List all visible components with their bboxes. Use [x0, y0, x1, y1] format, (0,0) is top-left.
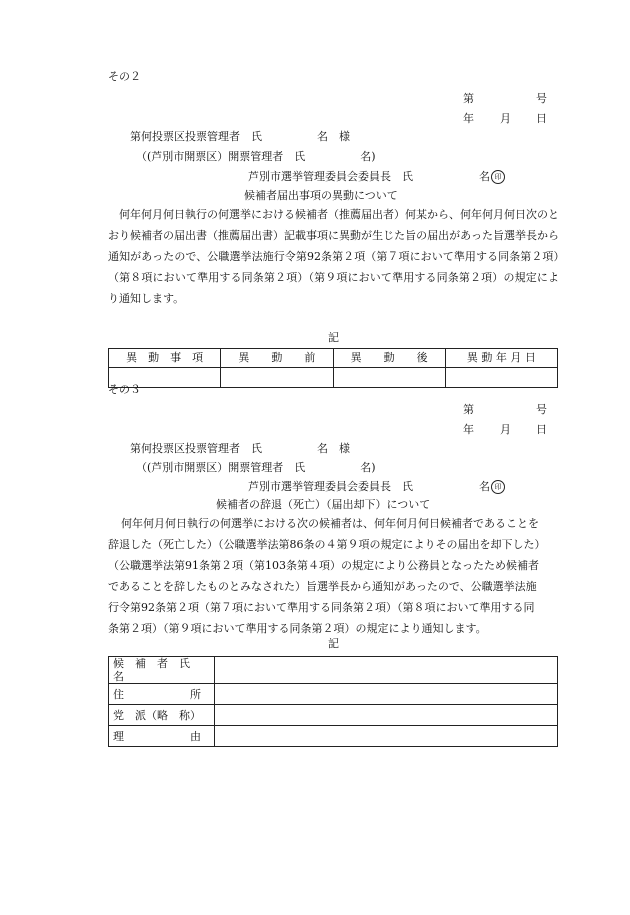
section2-heading: その２: [108, 70, 141, 83]
table-cell: [215, 657, 558, 684]
section3-number-dai: 第: [463, 403, 474, 416]
section3-date-day: 日: [536, 423, 547, 436]
section3-body-line: （公職選挙法第91条第２項（第103条第４項）の規定により公務員となったため候補者: [108, 559, 539, 572]
table-row-label: 理 由: [109, 726, 215, 747]
section3-body-line: 何年何月何日執行の何選挙における次の候補者は、何年何月何日候補者であることを: [121, 517, 539, 530]
section2-date-month: 月: [500, 112, 511, 125]
section3-sender: [248, 480, 505, 494]
section3-candidate-table: [108, 656, 558, 747]
section3-ki: 記: [328, 637, 339, 650]
section2-addressee-1: 第何投票区投票管理者 氏 名 様: [130, 130, 350, 143]
section2-number-go: 号: [536, 92, 547, 105]
section3-addressee-1: 第何投票区投票管理者 氏 名 様: [130, 442, 350, 455]
section2-date-day: 日: [536, 112, 547, 125]
table-row-label: 候 補 者 氏 名: [109, 657, 215, 684]
section2-sender-text: 芦別市選挙管理委員会委員長 氏 名: [248, 170, 490, 183]
table-cell: [215, 684, 558, 705]
section3-body-line: 条第２項）（第９項において準用する同条第２項）の規定により通知します。: [108, 622, 487, 635]
table-row-label: 党 派（略 称）: [109, 705, 215, 726]
section2-date-year: 年: [463, 112, 474, 125]
table-cell: [221, 368, 333, 388]
section2-sender: [248, 170, 505, 184]
section2-subject: 候補者届出事項の異動について: [244, 189, 398, 202]
section2-body: 何年何月何日執行の何選挙における候補者（推薦届出者）何某から、何年何月何日次のとおり候補者の届出書（推薦届出書）記載事項に異動が生じた旨の届出があった旨選挙長から通知があったので、公職選挙法施行令第92条第２項（第７項において準用する同条第２項）（第８項において準用する同条第２項）（第９項において準用する同条第２項）の規定により通知します。: [108, 208, 559, 305]
section3-body-line: であることを辞したものとみなされた）旨選挙長から通知があったので、公職選挙法施: [108, 580, 537, 593]
table-header-cell: 異 動 後: [333, 349, 445, 368]
section3-addressee-2: （(芦別市開票区）開票管理者 氏 名): [136, 461, 376, 474]
seal-icon: 印: [491, 170, 505, 184]
table-row-label: 住 所: [109, 684, 215, 705]
table-header-cell: 異 動 前: [221, 349, 333, 368]
section3-body-line: 辞退した（死亡した）（公職選挙法第86条の４第９項の規定によりその届出を却下した）: [108, 538, 546, 551]
section3-date-year: 年: [463, 423, 474, 436]
section3-date-month: 月: [500, 423, 511, 436]
table-cell: [215, 726, 558, 747]
section2-body-block: [108, 204, 559, 309]
table-header-cell: 異 動 年 月 日: [445, 349, 557, 368]
table-cell: [215, 705, 558, 726]
table-cell: [445, 368, 557, 388]
section2-change-table: [108, 348, 558, 388]
seal-icon: 印: [491, 480, 505, 494]
section3-body-line: 行令第92条第２項（第７項において準用する同条第２項）（第８項において準用する同: [108, 601, 535, 614]
section3-number-go: 号: [536, 403, 547, 416]
table-cell: [333, 368, 445, 388]
section2-ki: 記: [328, 331, 339, 344]
section2-addressee-2: （(芦別市開票区）開票管理者 氏 名): [136, 150, 376, 163]
section3-heading: その３: [108, 383, 141, 396]
section2-number-dai: 第: [463, 92, 474, 105]
table-header-cell: 異 動 事 項: [109, 349, 221, 368]
section3-sender-text: 芦別市選挙管理委員会委員長 氏 名: [248, 480, 490, 493]
section3-subject: 候補者の辞退（死亡）（届出却下）について: [216, 498, 431, 511]
